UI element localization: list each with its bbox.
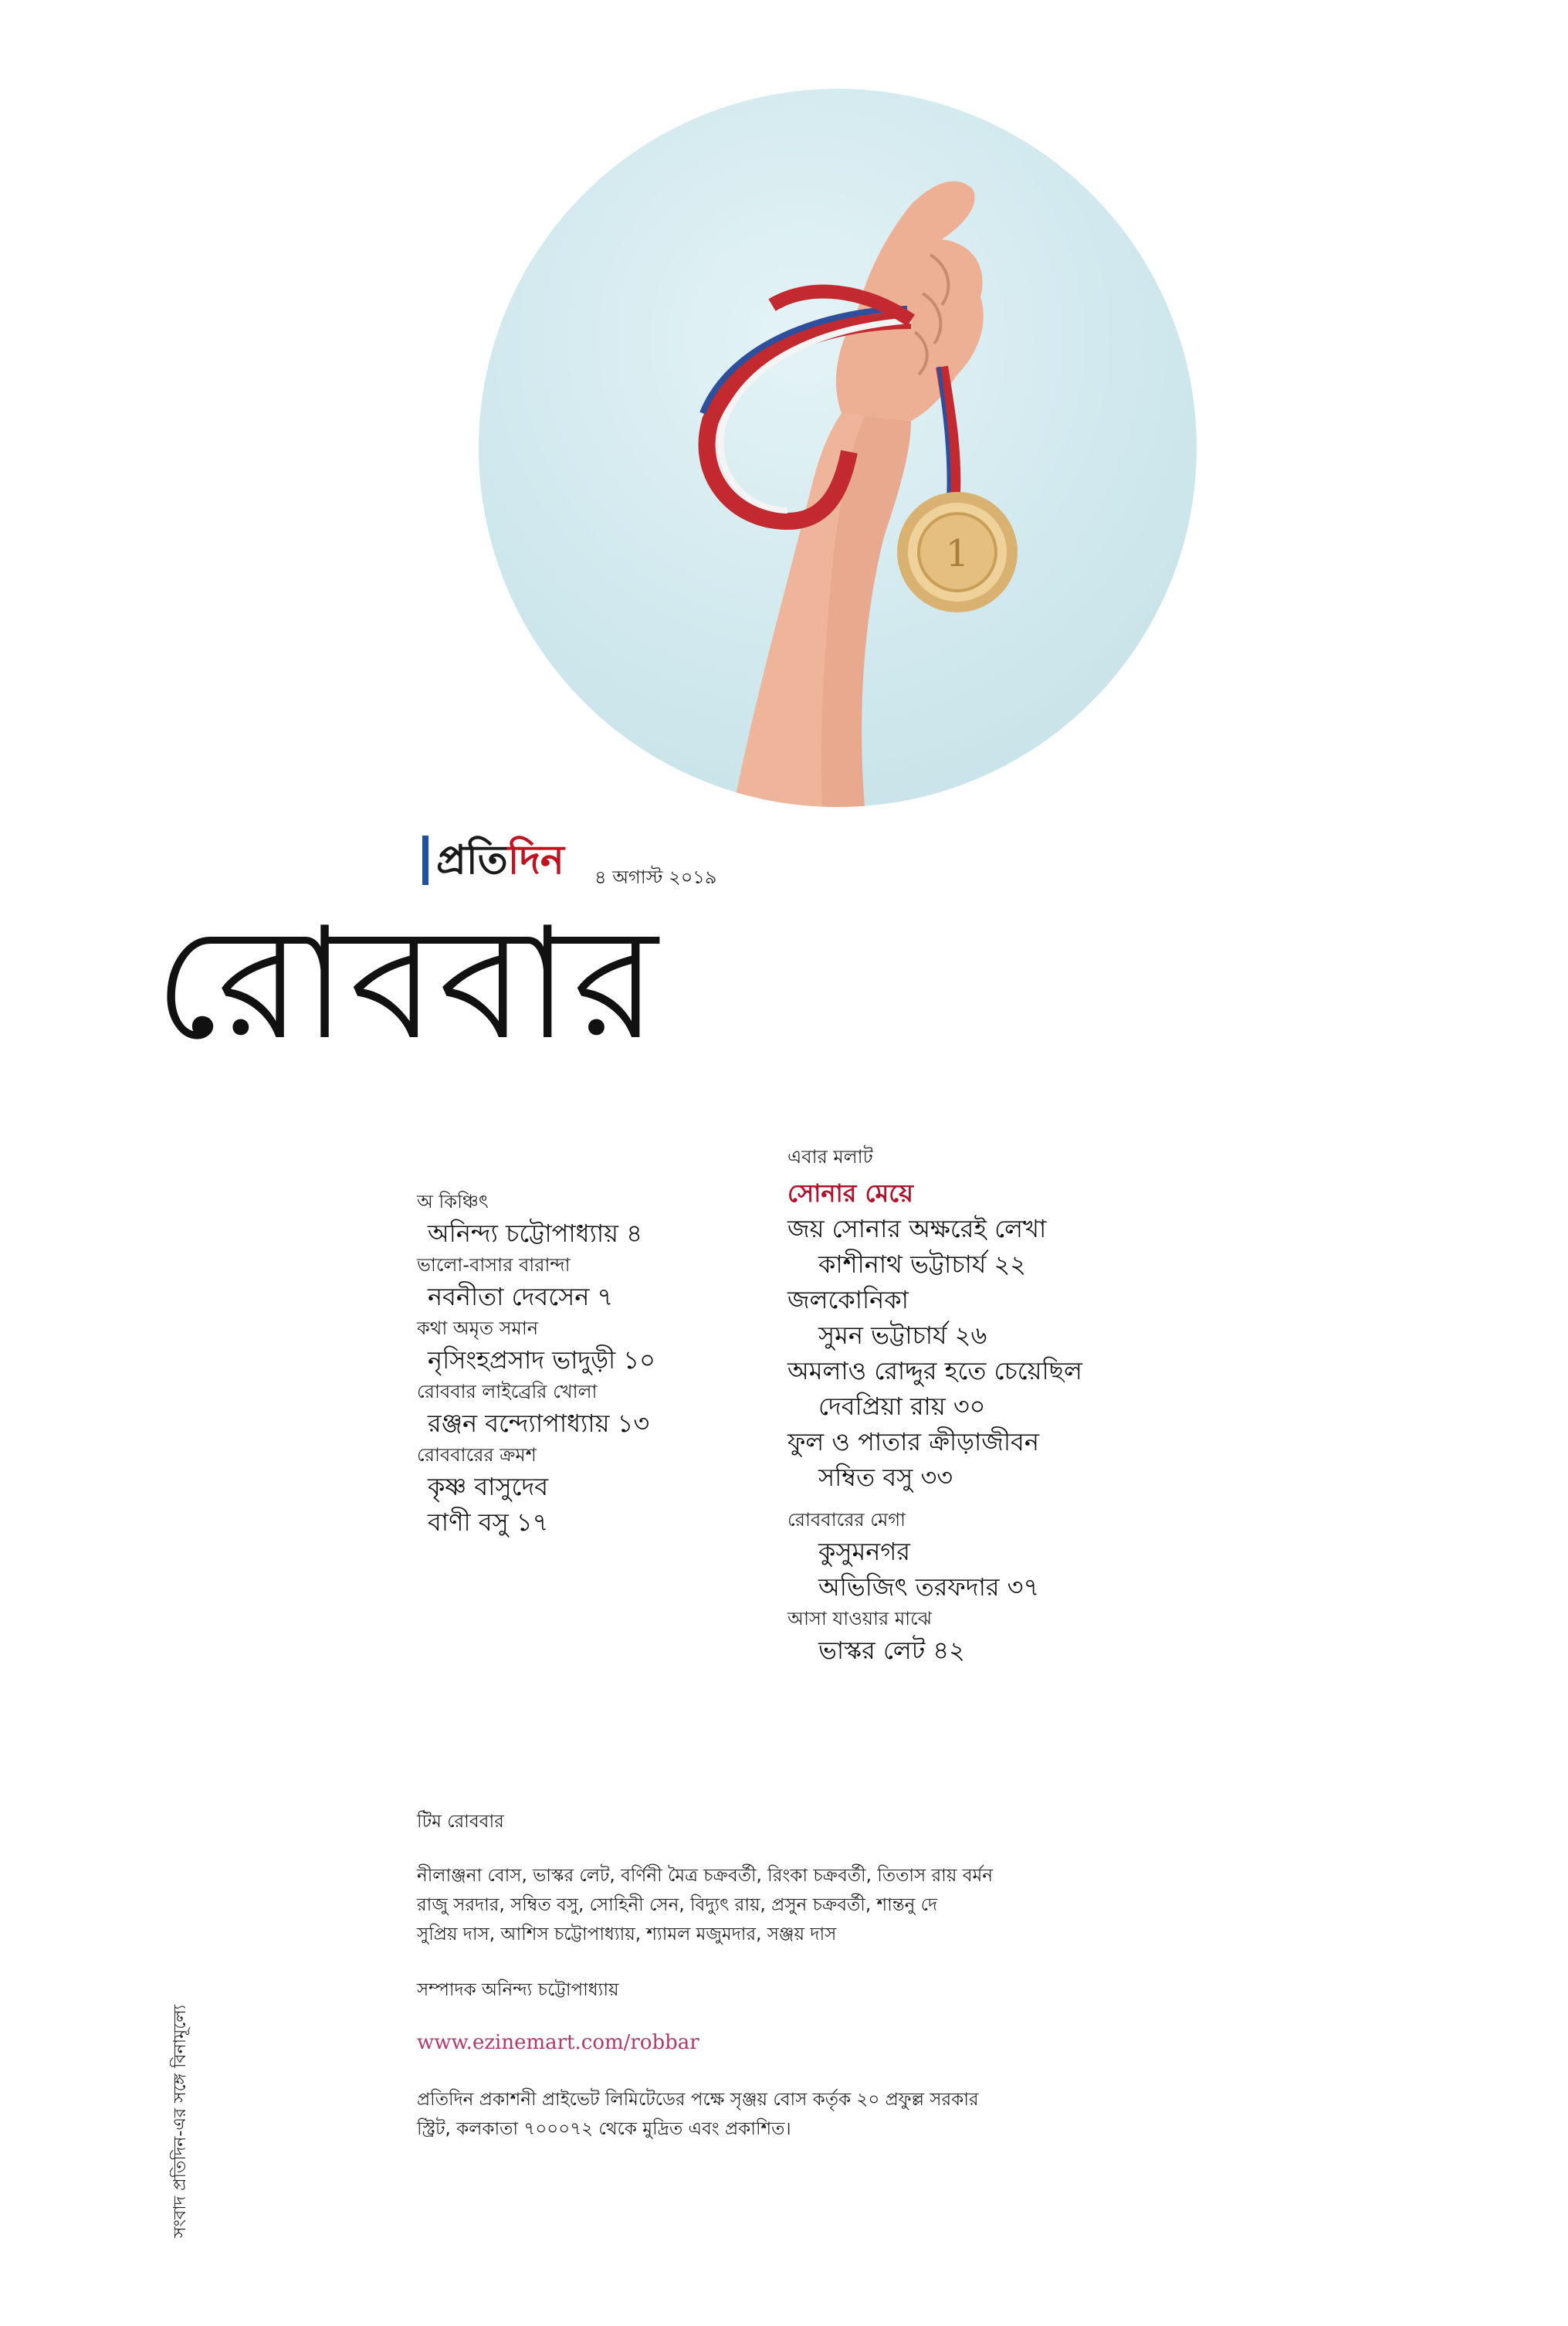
- contents-entry: নৃসিংহপ্রসাদ ভাদুড়ী ১০: [428, 1345, 655, 1375]
- section-label: রোববারের ক্রমশ: [417, 1444, 537, 1466]
- section-label: অ কিঞ্চিৎ: [417, 1191, 489, 1212]
- pratidin-logo: [422, 836, 564, 885]
- contents-entry: অভিজিৎ তরফদার ৩৭: [818, 1572, 1040, 1602]
- article-title: অমলাও রোদ্দুর হতে চেয়েছিল: [787, 1356, 1082, 1385]
- cover-section-label: এবার মলাট: [787, 1146, 873, 1168]
- team-line: রাজু সরদার, সম্বিত বসু, সোহিনী সেন, বিদ্যুৎ রায়, প্রসুন চক্রবর্তী, শান্তনু দে: [417, 1895, 938, 1915]
- article-title: জয় সোনার অক্ষরেই লেখা: [787, 1214, 1047, 1243]
- section-label: কথা অমৃত সমান: [417, 1317, 539, 1339]
- article-author: সম্বিত বসু ৩৩: [818, 1463, 953, 1492]
- contents-right: [787, 1143, 1189, 1668]
- section-label: আসা যাওয়ার মাঝে: [787, 1608, 932, 1629]
- team-line: সুপ্রিয় দাস, আশিস চট্টোপাধ্যায়, শ্যামল মজুমদার, সঞ্জয় দাস: [417, 1924, 837, 1945]
- contents-entry: ভাস্কর লেট ৪২: [818, 1636, 965, 1665]
- article-author: সুমন ভট্টাচার্য ২৬: [818, 1321, 987, 1350]
- cover-story-title: সোনার মেয়ে: [787, 1178, 913, 1208]
- section-label: রোববারের মেগা: [787, 1509, 906, 1531]
- contents-entry: নবনীতা দেবসেন ৭: [428, 1282, 614, 1311]
- section-label: ভালো-বাসার বারান্দা: [417, 1254, 571, 1276]
- masthead-title: রোববার: [154, 894, 661, 1074]
- editor-credit: সম্পাদক অনিন্দ্য চট্টোপাধ্যায়: [417, 1980, 619, 2000]
- article-author: দেবপ্রিয়া রায় ৩০: [818, 1392, 986, 1421]
- article-title: জলকোনিকা: [787, 1285, 909, 1314]
- logo-main: প্রতি: [436, 837, 508, 883]
- contents-entry: কুসুমনগর: [818, 1537, 910, 1566]
- section-label: রোববার লাইব্রেরি খোলা: [417, 1381, 598, 1402]
- contents-entry: রঞ্জন বন্দ্যোপাধ্যায় ১৩: [428, 1409, 650, 1438]
- logo-bar: [422, 836, 428, 885]
- website-link[interactable]: www.ezinemart.com/robbar: [417, 2031, 699, 2054]
- imprint-line: স্ট্রিট, কলকাতা ৭০০০৭২ থেকে মুদ্রিত এবং প্রকাশিত।: [417, 2119, 791, 2139]
- team-line: নীলাঞ্জনা বোস, ভাস্কর লেট, বর্ণিনী মৈত্র চক্রবর্তী, রিংকা চক্রবর্তী, তিতাস রায় বর্মন: [417, 1866, 994, 1886]
- contents-entry: বাণী বসু ১৭: [428, 1507, 549, 1537]
- logo-text: [436, 836, 564, 885]
- medal-number: 1: [945, 532, 970, 575]
- contents-entry: কৃষ্ণ বাসুদেব: [428, 1472, 549, 1501]
- logo-accent: দিন: [507, 837, 564, 883]
- imprint: [417, 2085, 1189, 2144]
- article-author: কাশীনাথ ভট্টাচার্য ২২: [818, 1249, 1027, 1279]
- article-title: ফুল ও পাতার ক্রীড়াজীবন: [787, 1427, 1039, 1456]
- team-heading: টিম রোববার: [417, 1812, 504, 1832]
- issue-date: ৪ অগাস্ট ২০১৯: [594, 866, 717, 888]
- contents-left: [417, 1188, 749, 1540]
- contents-entry: অনিন্দ্য চট্টোপাধ্যায় ৪: [428, 1219, 642, 1248]
- credits-block: [417, 1809, 1189, 2144]
- sidebar-free-with-note: সংবাদ প্রতিদিন-এর সঙ্গে বিনামূল্যে: [171, 2005, 190, 2238]
- cover-photo: [479, 89, 1197, 807]
- team-list: [417, 1861, 1189, 1949]
- imprint-line: প্রতিদিন প্রকাশনী প্রাইভেট লিমিটেডের পক্ষে সৃঞ্জয় বোস কর্তৃক ২০ প্রফুল্ল সরকার: [417, 2090, 979, 2110]
